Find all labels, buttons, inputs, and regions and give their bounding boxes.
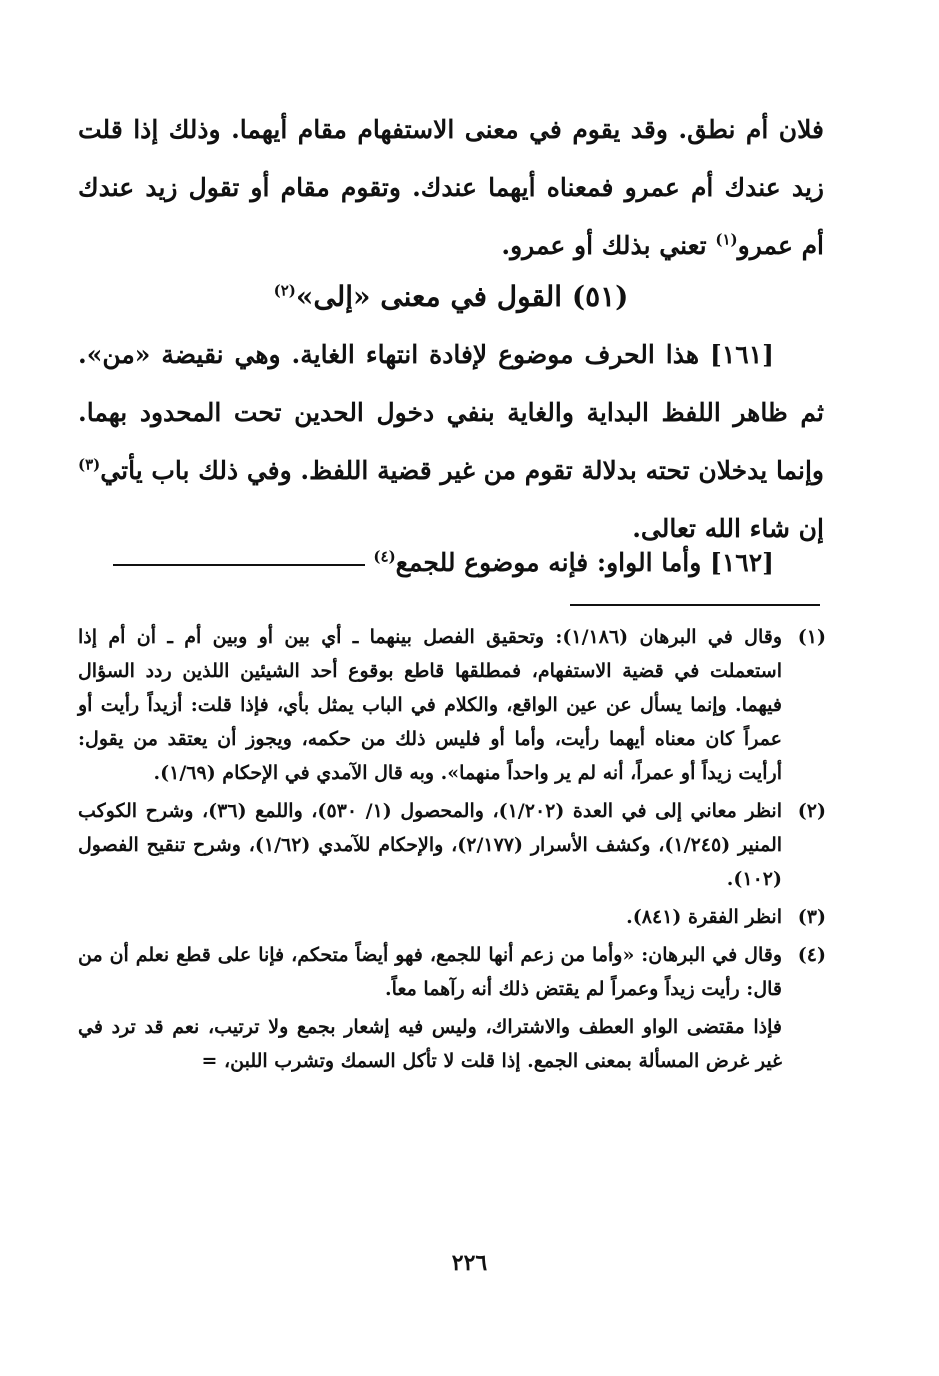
- footnote-ref-1[interactable]: (١): [715, 230, 738, 249]
- footnote-3: [78, 900, 826, 934]
- section-heading-text: (٥١) القول في معنى «إلى»: [295, 280, 629, 313]
- section-heading: [78, 272, 824, 322]
- footnote-text: انظر معاني إلى في العدة (١/٢٠٢)، والمحصول (١/ ٥٣٠)، واللمع (٣٦)، وشرح الكوكب المنير (١/٢٤٥)، وكشف الأسرار (٢/١٧٧)، والإحكام للآمدي (١/٦٢)، وشرح تنقيح الفصول (١٠٢).: [78, 800, 783, 890]
- footnote-ref-3[interactable]: (٣): [78, 455, 101, 474]
- paragraph-1-text: فلان أم نطق. وقد يقوم في معنى الاستفهام مقام أيهما. وذلك إذا قلت زيد عندك أم عمرو فمعناه أيهما عندك. وتقوم مقام أو تقول زيد عندك أم عمرو: [78, 115, 824, 260]
- footnote-number: (٣): [797, 906, 826, 928]
- footnote-number: (٤): [797, 944, 826, 966]
- paragraph-161-end: إن شاء الله تعالى.: [632, 514, 824, 543]
- paragraph-162-text: [١٦٢] وأما الواو: فإنه موضوع للجمع: [395, 548, 774, 577]
- paragraph-161-text: [١٦١] هذا الحرف موضوع لإفادة انتهاء الغاية. وهي نقيضة «من». ثم ظاهر اللفظ البداية والغاية بنفي دخول الحدين تحت المحدود بهما. وإنما يدخلان تحته بدلالة تقوم من غير قضية اللفظ. وفي ذلك باب يأتي: [78, 340, 824, 485]
- footnote-1: [78, 620, 826, 790]
- footnote-text: وقال في البرهان (١/١٨٦): وتحقيق الفصل بينهما ـ أي بين أو وبين أم ـ أن أم إذا استعملت في قضية الاستفهام، فمطلقها قاطع بوقوع أحد الشيئين اللذين ردد السؤال فيهما. وإنما يسأل عن عين الواقع، والكلام في الباب يمثل بأي، فإذا قلت: أزيداً رأيت أو عمراً كان معناه أيهما رأيت، وأما أو فليس ذلك من حكمه، ويجوز أن يعتقد من يقول: أرأيت زيداً أو عمراً، أنه لم ير واحداً منهما». وبه قال الآمدي في الإحكام (١/٦٩).: [78, 626, 782, 784]
- page-number: ٢٢٦: [451, 1250, 488, 1276]
- footnote-4: [78, 938, 826, 1006]
- footnote-4-continuation: فإذا مقتضى الواو العطف والاشتراك، وليس فيه إشعار بجمع ولا ترتيب، نعم قد ترد في غير غرض المسألة بمعنى الجمع. إذا قلت لا تأكل السمك وتشرب اللبن، =: [78, 1016, 782, 1072]
- paragraph-162: [78, 537, 824, 589]
- footnote-separator: [570, 604, 820, 606]
- paragraph-1-end: تعني بذلك أو عمرو.: [501, 231, 716, 260]
- footnote-text: انظر الفقرة (٨٤١).: [626, 906, 782, 928]
- footnote-text: وقال في البرهان: «وأما من زعم أنها للجمع، فهو أيضاً متحكم، فإنا على قطع نعلم أن من قال: رأيت زيداً وعمراً لم يقتض ذلك أنه رآهما معاً.: [78, 944, 782, 1000]
- footnote-number: (١): [797, 626, 826, 648]
- footnote-number: (٢): [797, 800, 826, 822]
- footnote-2: [78, 794, 826, 896]
- paragraph-1: [78, 101, 824, 275]
- footnote-ref-4[interactable]: (٤): [373, 547, 396, 566]
- continuation-line: [113, 564, 365, 566]
- paragraph-161: [78, 326, 824, 558]
- footnotes: [78, 620, 826, 1078]
- footnote-ref-2[interactable]: (٢): [273, 281, 296, 300]
